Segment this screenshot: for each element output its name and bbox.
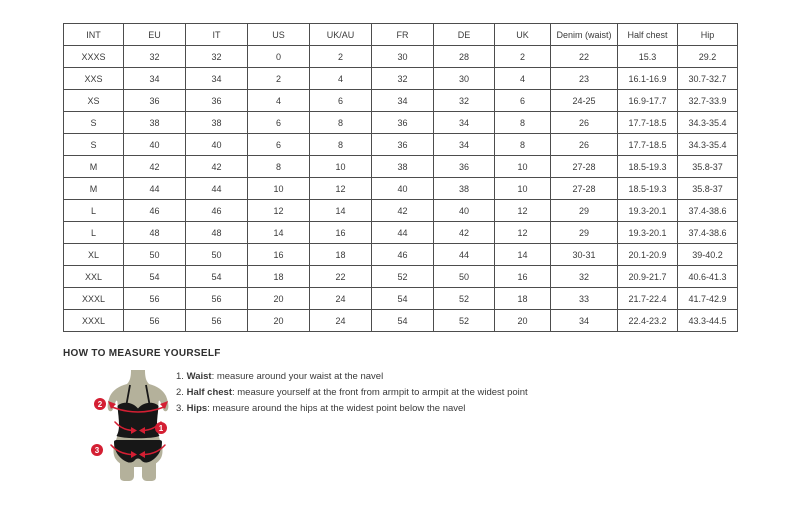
table-cell: 12 bbox=[310, 178, 372, 200]
table-row bbox=[64, 222, 738, 244]
table-cell: 26 bbox=[551, 134, 618, 156]
step-number: 1. bbox=[176, 371, 184, 382]
table-cell: 42 bbox=[124, 156, 186, 178]
table-cell: 36 bbox=[372, 112, 434, 134]
table-cell: 44 bbox=[124, 178, 186, 200]
table-cell: 46 bbox=[372, 244, 434, 266]
table-cell: 10 bbox=[248, 178, 310, 200]
table-cell: 17.7-18.5 bbox=[618, 112, 678, 134]
table-cell: 38 bbox=[434, 178, 495, 200]
table-cell: 19.3-20.1 bbox=[618, 222, 678, 244]
table-cell: 54 bbox=[186, 266, 248, 288]
table-row bbox=[64, 112, 738, 134]
hips-marker-label: 3 bbox=[94, 446, 100, 455]
step-number: 3. bbox=[176, 403, 184, 414]
table-cell: M bbox=[64, 178, 124, 200]
table-cell: 20.9-21.7 bbox=[618, 266, 678, 288]
table-row bbox=[64, 134, 738, 156]
table-cell: 24 bbox=[310, 310, 372, 332]
table-cell: 37.4-38.6 bbox=[678, 222, 738, 244]
table-cell: 34.3-35.4 bbox=[678, 134, 738, 156]
table-cell: M bbox=[64, 156, 124, 178]
table-cell: 32 bbox=[434, 90, 495, 112]
table-cell: 6 bbox=[248, 112, 310, 134]
table-cell: 20.1-20.9 bbox=[618, 244, 678, 266]
table-cell: 30-31 bbox=[551, 244, 618, 266]
table-cell: 34.3-35.4 bbox=[678, 112, 738, 134]
table-cell: 20 bbox=[495, 310, 551, 332]
table-cell: 56 bbox=[124, 310, 186, 332]
mannequin-neck bbox=[127, 370, 149, 384]
table-cell: 2 bbox=[310, 46, 372, 68]
table-cell: 38 bbox=[124, 112, 186, 134]
table-cell: 17.7-18.5 bbox=[618, 134, 678, 156]
table-cell: 24-25 bbox=[551, 90, 618, 112]
table-cell: 38 bbox=[372, 156, 434, 178]
table-cell: 33 bbox=[551, 288, 618, 310]
table-cell: 42 bbox=[372, 200, 434, 222]
table-cell: 29.2 bbox=[678, 46, 738, 68]
table-cell: XL bbox=[64, 244, 124, 266]
table-cell: 28 bbox=[434, 46, 495, 68]
table-cell: 27-28 bbox=[551, 178, 618, 200]
table-cell: 34 bbox=[551, 310, 618, 332]
table-cell: 34 bbox=[372, 90, 434, 112]
table-cell: 8 bbox=[495, 112, 551, 134]
table-cell: 22.4-23.2 bbox=[618, 310, 678, 332]
table-cell: S bbox=[64, 134, 124, 156]
table-cell: 8 bbox=[310, 112, 372, 134]
table-cell: 46 bbox=[186, 200, 248, 222]
table-cell: 4 bbox=[495, 68, 551, 90]
step-text: : measure yourself at the front from armpit to armpit at the widest point bbox=[231, 387, 528, 398]
table-cell: 4 bbox=[310, 68, 372, 90]
table-cell: 2 bbox=[248, 68, 310, 90]
table-cell: 29 bbox=[551, 200, 618, 222]
table-cell: 6 bbox=[495, 90, 551, 112]
table-cell: 41.7-42.9 bbox=[678, 288, 738, 310]
step-text: : measure around the hips at the widest point below the navel bbox=[207, 403, 466, 414]
measurement-figure bbox=[88, 370, 188, 482]
table-cell: 44 bbox=[434, 244, 495, 266]
table-cell: 36 bbox=[186, 90, 248, 112]
table-cell: 16 bbox=[310, 222, 372, 244]
table-row bbox=[64, 310, 738, 332]
table-cell: 35.8-37 bbox=[678, 156, 738, 178]
column-header-fr: FR bbox=[372, 24, 434, 46]
table-cell: 56 bbox=[186, 288, 248, 310]
table-cell: 12 bbox=[495, 222, 551, 244]
table-cell: 16.1-16.9 bbox=[618, 68, 678, 90]
table-cell: 12 bbox=[248, 200, 310, 222]
table-cell: 23 bbox=[551, 68, 618, 90]
table-cell: 30 bbox=[372, 46, 434, 68]
measure-section-title: HOW TO MEASURE YOURSELF bbox=[63, 348, 221, 359]
table-cell: 10 bbox=[310, 156, 372, 178]
table-cell: 8 bbox=[310, 134, 372, 156]
table-cell: 15.3 bbox=[618, 46, 678, 68]
column-header-denim: Denim (waist) bbox=[551, 24, 618, 46]
table-cell: 36 bbox=[372, 134, 434, 156]
column-header-us: US bbox=[248, 24, 310, 46]
table-row bbox=[64, 244, 738, 266]
table-cell: 21.7-22.4 bbox=[618, 288, 678, 310]
table-cell: 8 bbox=[495, 134, 551, 156]
table-cell: 54 bbox=[124, 266, 186, 288]
table-cell: 16 bbox=[248, 244, 310, 266]
table-cell: 50 bbox=[434, 266, 495, 288]
measure-steps-list bbox=[176, 371, 528, 419]
table-cell: XXXL bbox=[64, 288, 124, 310]
table-cell: 30.7-32.7 bbox=[678, 68, 738, 90]
table-cell: 19.3-20.1 bbox=[618, 200, 678, 222]
table-header-row bbox=[64, 24, 738, 46]
table-cell: 32 bbox=[372, 68, 434, 90]
table-cell: 0 bbox=[248, 46, 310, 68]
table-cell: 52 bbox=[434, 310, 495, 332]
table-cell: 35.8-37 bbox=[678, 178, 738, 200]
table-cell: 18.5-19.3 bbox=[618, 178, 678, 200]
table-row bbox=[64, 68, 738, 90]
table-cell: L bbox=[64, 200, 124, 222]
table-cell: XXL bbox=[64, 266, 124, 288]
table-cell: 10 bbox=[495, 156, 551, 178]
table-cell: 30 bbox=[434, 68, 495, 90]
table-cell: 54 bbox=[372, 310, 434, 332]
table-row bbox=[64, 178, 738, 200]
table-cell: 26 bbox=[551, 112, 618, 134]
table-cell: 40 bbox=[186, 134, 248, 156]
column-header-hip: Hip bbox=[678, 24, 738, 46]
column-header-uk-au: UK/AU bbox=[310, 24, 372, 46]
table-cell: 42 bbox=[186, 156, 248, 178]
table-cell: 6 bbox=[248, 134, 310, 156]
table-row bbox=[64, 156, 738, 178]
table-cell: 40.6-41.3 bbox=[678, 266, 738, 288]
table-cell: 48 bbox=[124, 222, 186, 244]
table-cell: 38 bbox=[186, 112, 248, 134]
table-cell: 22 bbox=[310, 266, 372, 288]
table-cell: 18 bbox=[310, 244, 372, 266]
column-header-half-chest: Half chest bbox=[618, 24, 678, 46]
table-row bbox=[64, 46, 738, 68]
table-cell: 44 bbox=[186, 178, 248, 200]
table-cell: 10 bbox=[495, 178, 551, 200]
table-cell: 36 bbox=[434, 156, 495, 178]
table-cell: 20 bbox=[248, 310, 310, 332]
table-cell: 42 bbox=[434, 222, 495, 244]
column-header-int: INT bbox=[64, 24, 124, 46]
table-cell: 6 bbox=[310, 90, 372, 112]
measure-step-half-chest bbox=[176, 387, 528, 398]
table-cell: 32 bbox=[551, 266, 618, 288]
table-cell: XXS bbox=[64, 68, 124, 90]
step-label: Half chest bbox=[186, 387, 232, 398]
table-cell: 56 bbox=[124, 288, 186, 310]
step-number: 2. bbox=[176, 387, 184, 398]
table-cell: 16 bbox=[495, 266, 551, 288]
waist-marker-label: 1 bbox=[158, 424, 164, 433]
table-cell: 32.7-33.9 bbox=[678, 90, 738, 112]
table-cell: 46 bbox=[124, 200, 186, 222]
table-cell: 40 bbox=[124, 134, 186, 156]
table-cell: 40 bbox=[372, 178, 434, 200]
table-cell: 48 bbox=[186, 222, 248, 244]
table-cell: 34 bbox=[434, 112, 495, 134]
measure-step-waist bbox=[176, 371, 528, 382]
step-label: Hips bbox=[186, 403, 208, 414]
mannequin-illustration bbox=[88, 370, 188, 482]
table-cell: 36 bbox=[124, 90, 186, 112]
table-cell: 39-40.2 bbox=[678, 244, 738, 266]
table-cell: 50 bbox=[124, 244, 186, 266]
table-cell: 43.3-44.5 bbox=[678, 310, 738, 332]
chest-marker-label: 2 bbox=[97, 400, 103, 409]
table-cell: 12 bbox=[495, 200, 551, 222]
table-cell: 37.4-38.6 bbox=[678, 200, 738, 222]
table-row bbox=[64, 266, 738, 288]
table-cell: 34 bbox=[124, 68, 186, 90]
table-cell: 54 bbox=[372, 288, 434, 310]
column-header-de: DE bbox=[434, 24, 495, 46]
measure-step-hips bbox=[176, 403, 528, 414]
table-cell: 32 bbox=[124, 46, 186, 68]
table-cell: 16.9-17.7 bbox=[618, 90, 678, 112]
table-cell: 44 bbox=[372, 222, 434, 244]
table-cell: 18 bbox=[495, 288, 551, 310]
step-label: Waist bbox=[186, 371, 212, 382]
table-cell: 4 bbox=[248, 90, 310, 112]
table-cell: XXXS bbox=[64, 46, 124, 68]
table-cell: L bbox=[64, 222, 124, 244]
column-header-eu: EU bbox=[124, 24, 186, 46]
table-cell: 14 bbox=[495, 244, 551, 266]
table-cell: 2 bbox=[495, 46, 551, 68]
table-cell: S bbox=[64, 112, 124, 134]
table-cell: 14 bbox=[310, 200, 372, 222]
table-cell: 8 bbox=[248, 156, 310, 178]
table-cell: 34 bbox=[186, 68, 248, 90]
table-cell: 18 bbox=[248, 266, 310, 288]
column-header-it: IT bbox=[186, 24, 248, 46]
table-cell: XXXL bbox=[64, 310, 124, 332]
table-cell: 52 bbox=[434, 288, 495, 310]
table-cell: 34 bbox=[434, 134, 495, 156]
table-cell: 56 bbox=[186, 310, 248, 332]
table-row bbox=[64, 200, 738, 222]
table-cell: 22 bbox=[551, 46, 618, 68]
size-chart-table bbox=[63, 23, 738, 332]
table-cell: 29 bbox=[551, 222, 618, 244]
table-cell: 14 bbox=[248, 222, 310, 244]
table-row bbox=[64, 288, 738, 310]
table-cell: 27-28 bbox=[551, 156, 618, 178]
table-cell: 24 bbox=[310, 288, 372, 310]
table-row bbox=[64, 90, 738, 112]
column-header-uk: UK bbox=[495, 24, 551, 46]
table-cell: 20 bbox=[248, 288, 310, 310]
table-cell: XS bbox=[64, 90, 124, 112]
table-cell: 18.5-19.3 bbox=[618, 156, 678, 178]
table-cell: 50 bbox=[186, 244, 248, 266]
step-text: : measure around your waist at the navel bbox=[211, 371, 384, 382]
table-cell: 40 bbox=[434, 200, 495, 222]
table-cell: 32 bbox=[186, 46, 248, 68]
table-cell: 52 bbox=[372, 266, 434, 288]
